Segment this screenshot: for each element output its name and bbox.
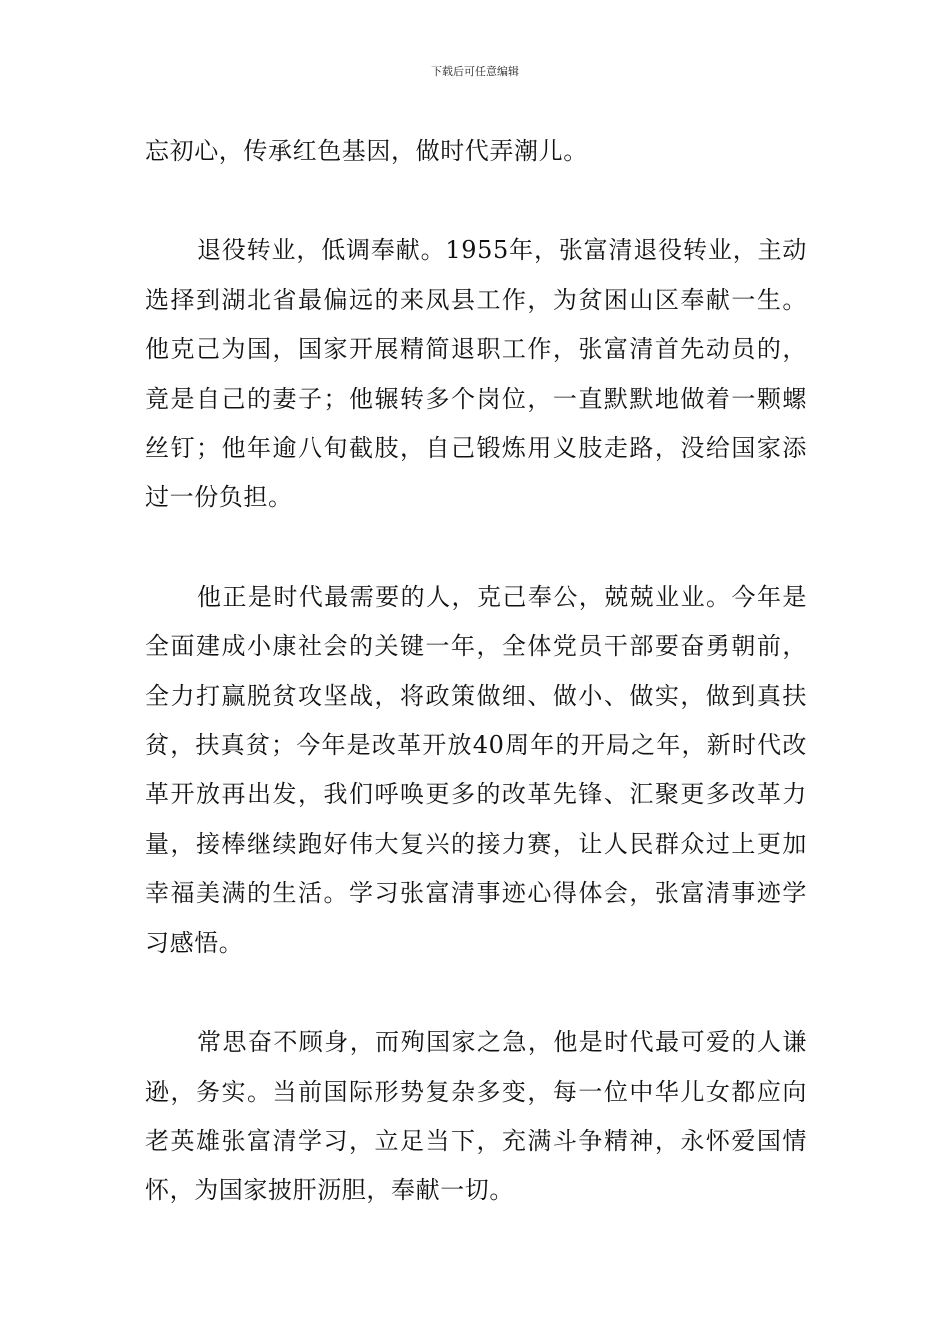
paragraph-spacer	[145, 523, 807, 573]
paragraph-2: 退役转业，低调奉献。1955年，张富清退役转业，主动选择到湖北省最偏远的来凤县工作，为贫困山区奉献一生。他克己为国，国家开展精简退职工作，张富清首先动员的，竟是自己的妻子；他辗转多个岗位，一直默默地做着一颗螺丝钉；他年逾八旬截肢，自己锻炼用义肢走路，没给国家添过一份负担。	[145, 236, 807, 512]
paragraph-spacer	[145, 968, 807, 1018]
paragraph-1: 忘初心，传承红色基因，做时代弄潮儿。	[145, 137, 588, 165]
page-header-note: 下载后可任意编辑	[431, 65, 519, 78]
paragraph-4: 常思奋不顾身，而殉国家之急，他是时代最可爱的人谦逊，务实。当前国际形势复杂多变，每一位中华儿女都应向老英雄张富清学习，立足当下，充满斗争精神，永怀爱国情怀，为国家披肝沥胆，奉献一切。	[145, 1028, 807, 1205]
document-body	[145, 127, 807, 1216]
paragraph-spacer	[145, 176, 807, 226]
paragraph-3: 他正是时代最需要的人，克己奉公，兢兢业业。今年是全面建成小康社会的关键一年，全体党员干部要奋勇朝前，全力打赢脱贫攻坚战，将政策做细、做小、做实，做到真扶贫，扶真贫；今年是改革开放40周年的开局之年，新时代改革开放再出发，我们呼唤更多的改革先锋、汇聚更多改革力量，接棒继续跑好伟大复兴的接力赛，让人民群众过上更加幸福美满的生活。学习张富清事迹心得体会，张富清事迹学习感悟。	[145, 582, 807, 957]
